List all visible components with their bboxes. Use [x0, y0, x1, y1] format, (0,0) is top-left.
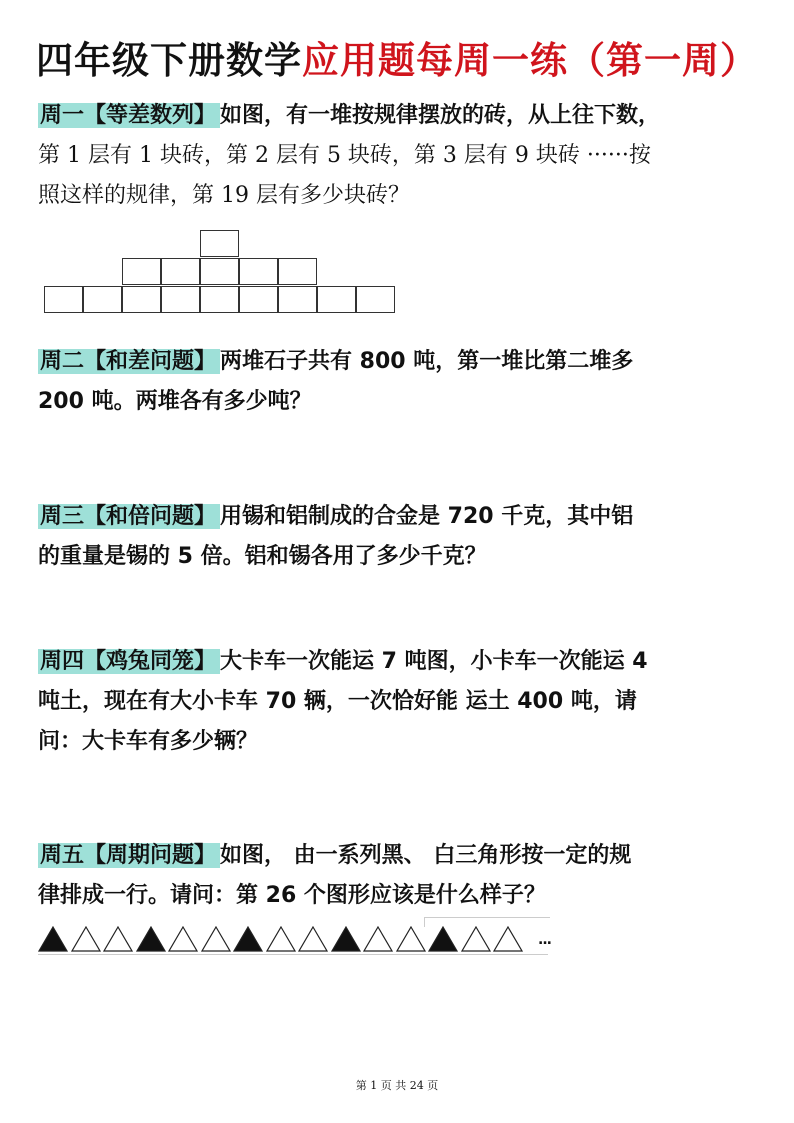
question-tuesday: [38, 342, 760, 422]
black-triangle: [38, 926, 68, 952]
question-friday: [38, 836, 760, 916]
q4-line2: 吨土，现在有大小卡车 70 辆，一次恰好能 运土 400 吨，请: [38, 689, 637, 714]
q4-line3: 问：大卡车有多少辆？: [38, 729, 259, 754]
q1-line1: 如图，有一堆按规律摆放的砖，从上往下数，: [220, 103, 661, 128]
white-triangle: [71, 926, 101, 952]
tag-wednesday: 周三【和倍问题】: [38, 504, 220, 529]
tag-tuesday: 周二【和差问题】: [38, 349, 220, 374]
brick: [239, 258, 278, 285]
tag-friday: 周五【周期问题】: [38, 843, 220, 868]
page-title: [0, 30, 794, 84]
brick: [161, 286, 200, 313]
page-footer: 第 1 页 共 24 页: [355, 1079, 439, 1092]
q5-line2: 律排成一行。请问：第 26 个图形应该是什么样子？: [38, 883, 546, 908]
q4-line1: 大卡车一次能运 7 吨图，小卡车一次能运 4: [220, 649, 648, 674]
brick: [278, 286, 317, 313]
q1-line3: 照这样的规律，第 19 层有多少块砖？: [38, 183, 410, 208]
white-triangle: [493, 926, 523, 952]
brick: [317, 286, 356, 313]
white-triangle: [266, 926, 296, 952]
white-triangle: [201, 926, 231, 952]
question-wednesday: [38, 497, 760, 577]
brick: [200, 286, 239, 313]
tag-thursday: 周四【鸡兔同笼】: [38, 649, 220, 674]
brick: [356, 286, 395, 313]
black-triangle: [428, 926, 458, 952]
brick: [122, 286, 161, 313]
brick: [278, 258, 317, 285]
title-part-2: 应用题每周一练（第一周）: [302, 39, 758, 82]
q5-line1: 如图， 由一系列黑、 白三角形按一定的规: [220, 843, 632, 868]
triangle-sequence-figure: [38, 926, 558, 956]
white-triangle: [363, 926, 393, 952]
q2-line1: 两堆石子共有 800 吨，第一堆比第二堆多: [220, 349, 634, 374]
black-triangle: [331, 926, 361, 952]
white-triangle: [396, 926, 426, 952]
brick: [161, 258, 200, 285]
q3-line2: 的重量是锡的 5 倍。铝和锡各用了多少千克？: [38, 544, 487, 569]
question-monday: [38, 96, 760, 216]
black-triangle: [136, 926, 166, 952]
sequence-ellipsis: ...: [538, 932, 551, 948]
white-triangle: [103, 926, 133, 952]
brick-pyramid-figure: [44, 230, 396, 316]
brick: [122, 258, 161, 285]
white-triangle: [461, 926, 491, 952]
white-triangle: [168, 926, 198, 952]
brick: [200, 230, 239, 257]
q2-line2: 200 吨。两堆各有多少吨？: [38, 389, 312, 414]
brick: [200, 258, 239, 285]
brick: [44, 286, 83, 313]
brick: [239, 286, 278, 313]
figure-baseline: [38, 954, 548, 955]
question-thursday: [38, 642, 760, 762]
white-triangle: [298, 926, 328, 952]
tag-monday: 周一【等差数列】: [38, 103, 220, 128]
q1-line2: 第 1 层有 1 块砖，第 2 层有 5 块砖，第 3 层有 9 块砖 ······按: [38, 143, 651, 168]
black-triangle: [233, 926, 263, 952]
q3-line1: 用锡和铝制成的合金是 720 千克，其中铝: [220, 504, 634, 529]
brick: [83, 286, 122, 313]
figure-border-top: [424, 917, 550, 918]
title-part-1: 四年级下册数学: [36, 39, 302, 82]
